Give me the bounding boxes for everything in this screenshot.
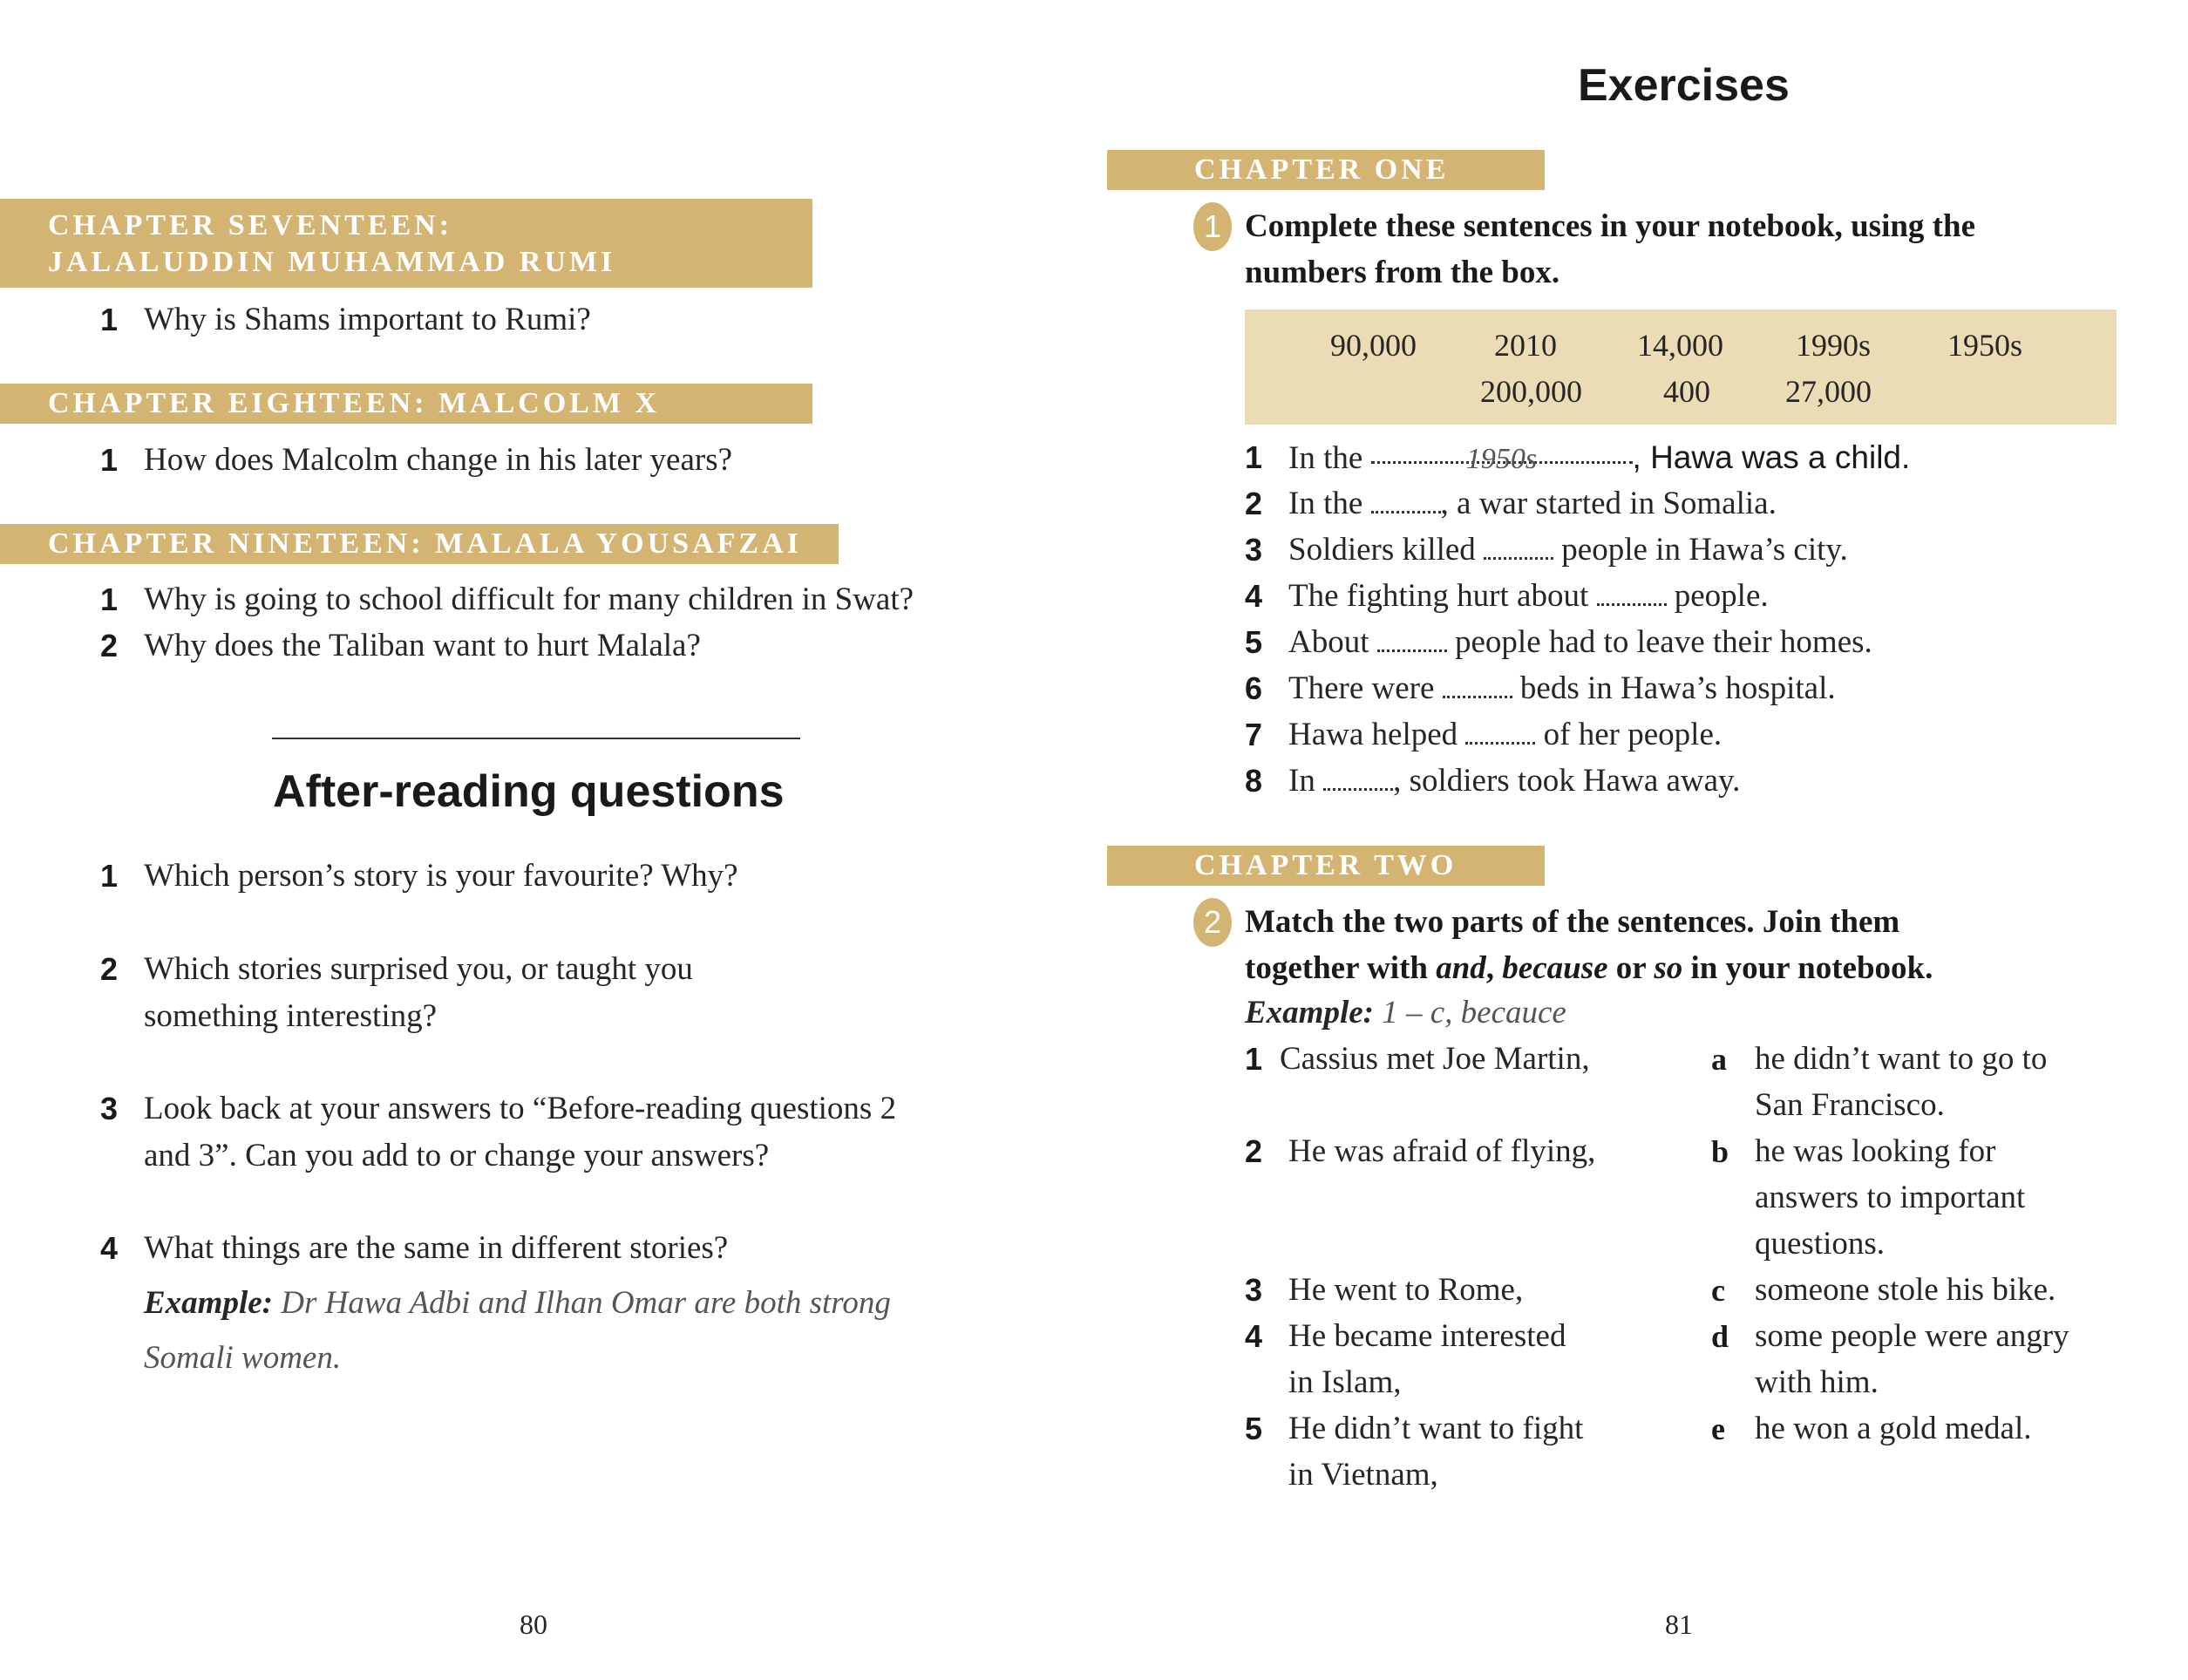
item-number: 7 [1245, 717, 1263, 752]
box-number: 1990s [1796, 328, 1872, 363]
item-number: 8 [1245, 763, 1263, 799]
box-number: 14,000 [1637, 328, 1723, 363]
sentence-part: San Francisco. [1755, 1087, 1945, 1123]
box-number: 200,000 [1480, 374, 1582, 409]
question-number: 1 [100, 442, 119, 478]
question-text: something interesting? [144, 998, 438, 1034]
sentence-part: he won a gold medal. [1755, 1411, 2032, 1446]
question-text: and 3”. Can you add to or change your answers? [144, 1138, 770, 1173]
question-number: 4 [100, 1230, 119, 1266]
sentence-start: Soldiers killed [1288, 532, 1485, 568]
chapter-seventeen-banner [0, 199, 812, 288]
page-number: 81 [1665, 1609, 1693, 1640]
instruction-text: , [1485, 950, 1503, 986]
blank [1377, 625, 1447, 652]
instruction-line: numbers from the box. [1245, 255, 1560, 290]
box-number: 1950s [1947, 328, 2023, 363]
chapter-seventeen-title-line2: JALALUDDIN MUHAMMAD RUMI [48, 246, 616, 278]
example-label: Example: [144, 1285, 273, 1321]
instruction-text: in your notebook. [1682, 950, 1933, 986]
question-text: Why is going to school difficult for many children in Swat? [144, 582, 914, 617]
question-text: What things are the same in different stories? [144, 1230, 729, 1266]
sentence [1288, 621, 1872, 664]
sentence-start: In [1288, 763, 1324, 799]
item-number: 2 [1245, 486, 1263, 521]
blank [1371, 486, 1441, 514]
sentence [1288, 436, 1910, 480]
box-number: 27,000 [1785, 374, 1872, 409]
number-box [1245, 309, 2117, 425]
blank [1371, 437, 1633, 475]
question-text: Look back at your answers to “Before-reading questions 2 [144, 1091, 897, 1126]
sentence-part: He didn’t want to fight [1288, 1411, 1584, 1446]
example-label: Example: [1245, 995, 1374, 1030]
question-text: Which stories surprised you, or taught you [144, 951, 693, 987]
sentence [1288, 575, 1769, 618]
chapter-one-title: CHAPTER ONE [1194, 153, 1450, 186]
instruction-keyword: so [1654, 950, 1683, 986]
right-page [1094, 0, 2188, 1680]
example-line [144, 1282, 891, 1325]
item-letter: d [1711, 1319, 1729, 1354]
sentence-part: Cassius met Joe Martin, [1280, 1041, 1590, 1077]
blank [1465, 718, 1535, 745]
blank [1484, 533, 1553, 560]
sentence-start: There were [1288, 670, 1443, 706]
chapter-seventeen-title-line1: CHAPTER SEVENTEEN: [48, 209, 453, 241]
item-number: 4 [1245, 578, 1263, 614]
question-number: 2 [100, 951, 119, 987]
item-number: 5 [1245, 624, 1263, 660]
example-line [1245, 991, 1566, 1035]
chapter-nineteen-banner [0, 524, 839, 564]
sentence-end: people had to leave their homes. [1446, 624, 1872, 660]
chapter-nineteen-title: CHAPTER NINETEEN: MALALA YOUSAFZAI [48, 527, 802, 560]
sentence-start: In the [1288, 486, 1371, 521]
exercises-heading: Exercises [1578, 60, 1790, 111]
question-number: 2 [100, 628, 119, 663]
instruction-line: Match the two parts of the sentences. Join them [1245, 904, 1900, 940]
chapter-two-title: CHAPTER TWO [1194, 849, 1458, 881]
item-number: 2 [1245, 1133, 1263, 1169]
item-letter: c [1711, 1273, 1725, 1308]
instruction-keyword: because [1502, 950, 1608, 986]
sentence-end: , a war started in Somalia. [1440, 486, 1777, 521]
sentence-part: some people were angry [1755, 1318, 2069, 1354]
sentence-part: He went to Rome, [1288, 1272, 1524, 1308]
question-number: 1 [100, 302, 119, 337]
item-number: 1 [1245, 439, 1263, 475]
sentence [1288, 528, 1848, 572]
sentence-part: He became interested [1288, 1318, 1566, 1354]
sentence-part: he didn’t want to go to [1755, 1041, 2048, 1077]
sentence [1288, 482, 1777, 526]
sentence-part: in Vietnam, [1288, 1457, 1438, 1493]
question-text: How does Malcolm change in his later years? [144, 442, 733, 478]
sentence-end: people in Hawa’s city. [1553, 532, 1848, 568]
sentence-end: of her people. [1535, 717, 1723, 752]
sentence [1288, 759, 1740, 803]
example-text: Somali women. [144, 1340, 342, 1376]
instruction-text: together with [1245, 950, 1437, 986]
exercise-number-badge: 2 [1193, 898, 1232, 947]
question-text: Why does the Taliban want to hurt Malala? [144, 628, 701, 663]
item-letter: e [1711, 1411, 1725, 1446]
question-text: Which person’s story is your favourite? Why? [144, 858, 738, 894]
sentence [1288, 713, 1722, 757]
box-number: 2010 [1494, 328, 1557, 363]
example-text: Dr Hawa Adbi and Ilhan Omar are both strong [281, 1285, 891, 1321]
sentence-start: About [1288, 624, 1377, 660]
chapter-eighteen-banner [0, 384, 812, 424]
instruction-line [1245, 945, 1933, 991]
box-number: 400 [1663, 374, 1710, 409]
example-text: 1 – c, becauce [1382, 995, 1566, 1030]
item-number: 4 [1245, 1318, 1263, 1354]
question-number: 3 [100, 1091, 119, 1126]
blank [1597, 579, 1667, 606]
sentence-start: In the [1288, 440, 1371, 476]
question-number: 1 [100, 582, 119, 617]
sentence-part: he was looking for [1755, 1133, 1996, 1169]
sentence-part: in Islam, [1288, 1364, 1402, 1400]
item-number: 3 [1245, 532, 1263, 568]
chapter-two-banner [1107, 846, 1545, 886]
chapter-one-banner [1107, 150, 1545, 190]
item-number: 3 [1245, 1272, 1263, 1308]
item-number: 5 [1245, 1411, 1263, 1446]
sentence-start: The fighting hurt about [1288, 578, 1597, 614]
sentence-part: He was afraid of flying, [1288, 1133, 1596, 1169]
sentence-part: questions. [1755, 1226, 1886, 1262]
instruction-text: or [1607, 950, 1655, 986]
blank [1443, 671, 1512, 698]
sentence-end: people. [1666, 578, 1769, 614]
question-text: Why is Shams important to Rumi? [144, 302, 591, 337]
chapter-eighteen-title: CHAPTER EIGHTEEN: MALCOLM X [48, 387, 661, 419]
instruction-line: Complete these sentences in your notebook, using the [1245, 208, 1975, 244]
question-number: 1 [100, 858, 119, 894]
instruction-keyword: and [1436, 950, 1486, 986]
sentence-end: beds in Hawa’s hospital. [1512, 670, 1836, 706]
blank [1323, 764, 1393, 791]
item-number: 6 [1245, 670, 1263, 706]
box-number: 90,000 [1330, 328, 1417, 363]
sentence-part: answers to important [1755, 1180, 2026, 1215]
sentence-part: with him. [1755, 1364, 1879, 1400]
section-divider [272, 738, 800, 739]
item-letter: a [1711, 1042, 1727, 1077]
sentence-end: , Hawa was a child. [1632, 439, 1911, 475]
item-letter: b [1711, 1134, 1729, 1169]
after-reading-heading: After-reading questions [273, 766, 785, 817]
sentence-part: someone stole his bike. [1755, 1272, 2056, 1308]
exercise-number-badge: 1 [1193, 202, 1232, 251]
page-number: 80 [520, 1609, 547, 1640]
filled-answer: 1950s [1465, 443, 1538, 475]
item-number: 1 [1245, 1041, 1263, 1077]
sentence [1288, 667, 1836, 711]
sentence-start: Hawa helped [1288, 717, 1466, 752]
sentence-end: , soldiers took Hawa away. [1393, 763, 1741, 799]
